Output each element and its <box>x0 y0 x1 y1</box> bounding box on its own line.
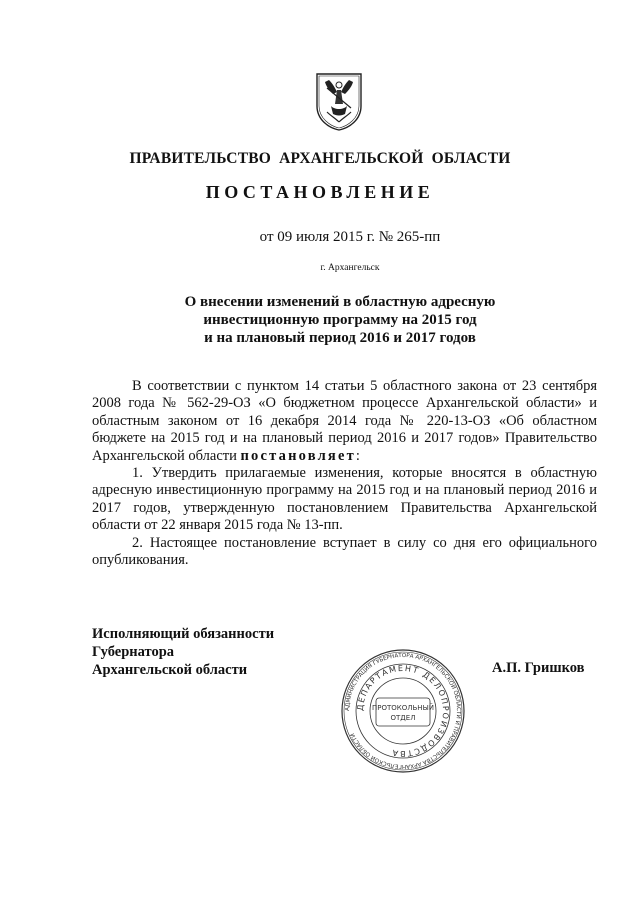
official-stamp <box>340 648 466 774</box>
document-date-number: от 09 июля 2015 г. № 265-пп <box>259 229 441 245</box>
decree-colon: : <box>355 447 360 464</box>
document-body <box>92 378 597 569</box>
position-line: Исполняющий обязанности <box>92 626 275 642</box>
item-1-paragraph: 1. Утвердить прилагаемые изменения, которые вносятся в областную адресную инвестиционную программу на 2015 год и на плановый период 2016 и 2017 годов, утвержденную постановлением Правительства Архангельской области от 22 января 2015 года № 13-пп. <box>92 465 597 534</box>
position-line: Архангельской области <box>92 662 248 678</box>
coat-of-arms-icon <box>313 70 365 132</box>
document-subject <box>0 293 640 347</box>
subject-line: и на плановый период 2016 и 2017 годов <box>204 330 476 346</box>
stamp-inner-text: ДЕПАРТАМЕНТ ДЕЛОПРОИЗВОДСТВА <box>355 663 451 759</box>
position-line: Губернатора <box>92 644 175 660</box>
government-title: ПРАВИТЕЛЬСТВО АРХАНГЕЛЬСКОЙ ОБЛАСТИ <box>129 150 511 167</box>
signatory-position <box>92 625 274 679</box>
subject-line: инвестиционную программу на 2015 год <box>203 312 477 328</box>
document-city: г. Архангельск <box>320 263 380 273</box>
stamp-center-line1: ПРОТОКОЛЬНЫЙ <box>371 704 435 712</box>
preamble-text: В соответствии с пунктом 14 статьи 5 областного закона от 23 сентября 2008 года № 562-29-ОЗ «О бюджетном процессе Архангельской области» и областным законом от 16 декабря 2014 года № 220-13-ОЗ «Об областном бюджете на 2015 год и на плановый период 2016 и 2017 годов» Правительство Архангельской области <box>92 378 597 464</box>
item-2-paragraph: 2. Настоящее постановление вступает в силу со дня его официального опубликования. <box>92 534 597 569</box>
decree-word: постановляет <box>240 447 356 464</box>
stamp-center-line2: ОТДЕЛ <box>390 714 416 722</box>
signatory-name: А.П. Гришков <box>492 660 585 676</box>
document-kind: ПОСТАНОВЛЕНИЕ <box>205 182 435 202</box>
preamble-paragraph <box>92 378 597 465</box>
subject-line: О внесении изменений в областную адресную <box>184 294 496 310</box>
stamp-outer-text: АДМИНИСТРАЦИЯ ГУБЕРНАТОРА АРХАНГЕЛЬСКОЙ ОБЛАСТИ И ПРАВИТЕЛЬСТВА АРХАНГЕЛЬСКОЙ ОБЛАСТИ <box>344 652 462 770</box>
